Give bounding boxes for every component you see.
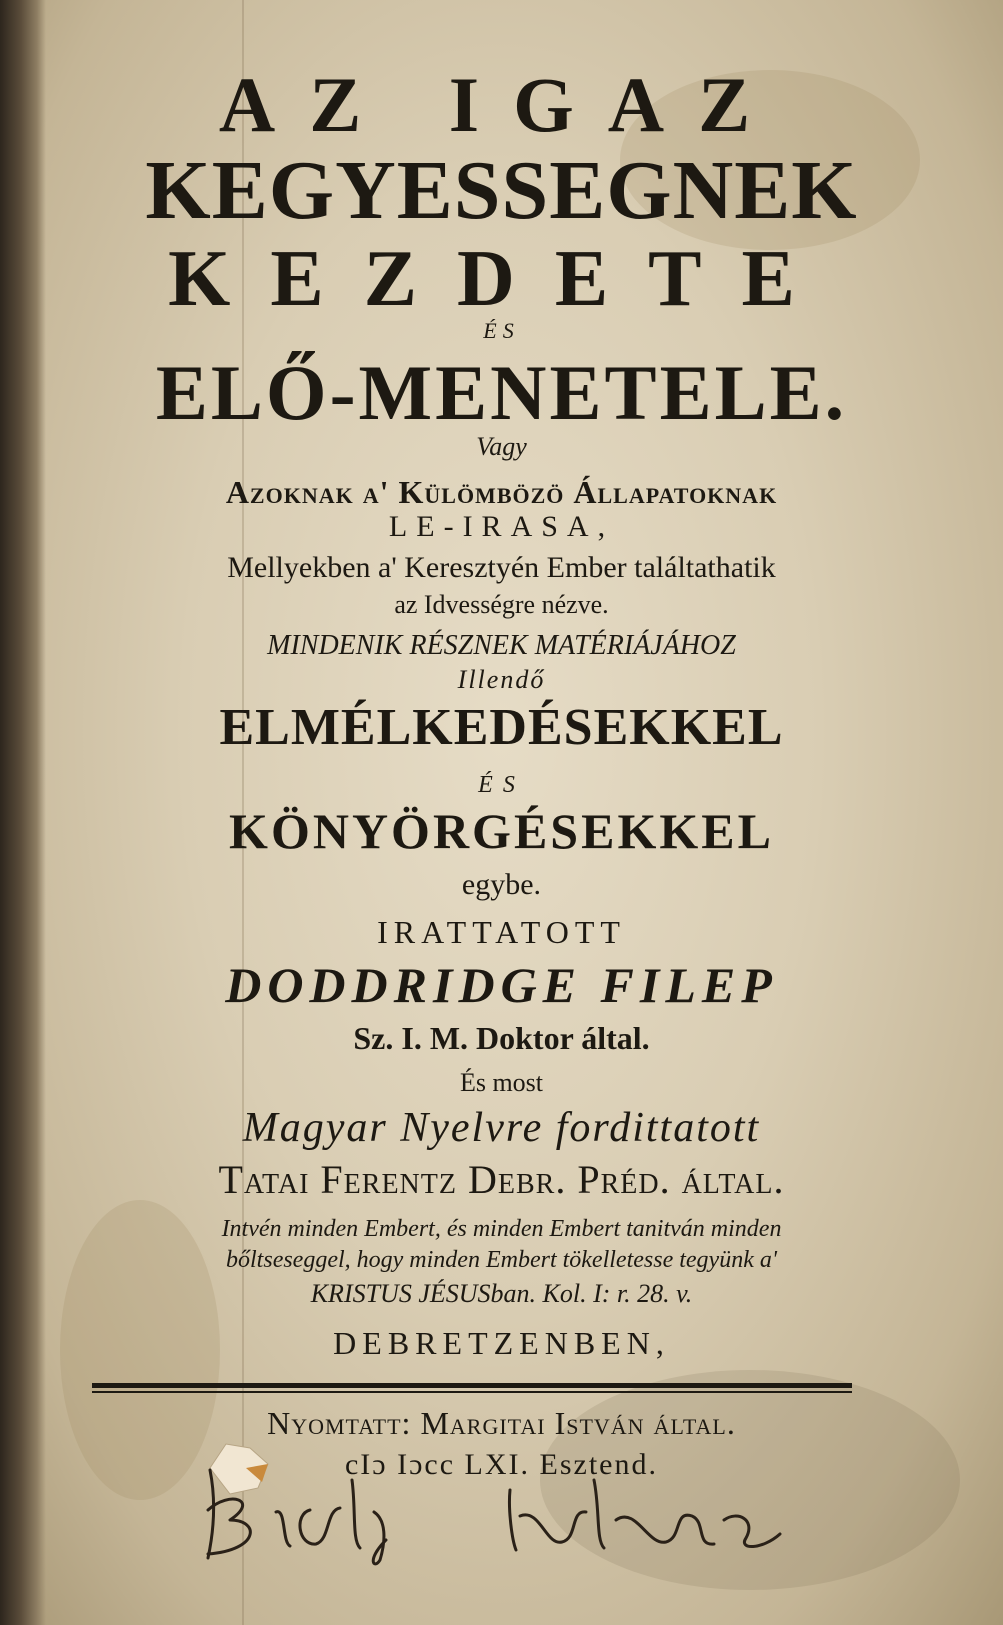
subtitle-line-9: egybe. <box>461 868 542 901</box>
conjunction-es-1: ÉS <box>483 318 520 343</box>
handwritten-signature <box>190 1450 830 1570</box>
subtitle-line-6: Illendő <box>457 665 546 694</box>
date-line: cIɔ Iɔcc LXI. Esztend. <box>344 1448 658 1481</box>
title-line-1: AZ IGAZ <box>218 61 785 148</box>
subtitle-line-8: KÖNYÖRGÉSEKKEL <box>229 803 774 859</box>
place-line: DEBRETZENBEN, <box>333 1325 670 1361</box>
subtitle-line-7: ELMÉLKEDÉSEKKEL <box>219 699 784 756</box>
thin-rule <box>92 1391 852 1393</box>
subtitle-line-2: LE-IRASA, <box>388 510 615 543</box>
subtitle-line-1: Azoknak a' Külömbözö Állapatoknak <box>225 474 778 510</box>
author-name: DODDRIDGE FILEP <box>225 957 778 1013</box>
subtitle-line-3: Mellyekben a' Keresztyén Ember találtathatik <box>227 551 776 584</box>
epigraph-line-2: bőltseseggel, hogy minden Embert tökelletesse tegyünk a' <box>226 1247 777 1273</box>
conjunction-es-2: ÉS <box>478 772 525 798</box>
thick-rule <box>92 1383 852 1388</box>
subtitle-line-5: MINDENIK RÉSZNEK MATÉRIÁJÁHOZ <box>267 630 736 661</box>
translator-line: Tatai Ferentz Debr. Préd. által. <box>218 1157 785 1202</box>
author-title: Sz. I. M. Doktor által. <box>353 1020 650 1056</box>
epigraph-line-3: KRISTUS JÉSUSban. Kol. I: r. 28. v. <box>310 1279 693 1308</box>
title-line-2: KEGYESSEGNEK <box>145 144 858 237</box>
author-intro: IRATTATOTT <box>377 914 626 950</box>
translation-line: Magyar Nyelvre fordittatott <box>242 1105 761 1151</box>
title-line-3: KEZDETE <box>168 235 835 323</box>
subtitle-line-4: az Idvességre nézve. <box>394 590 609 619</box>
printer-line: Nyomtatt: Margitai István által. <box>267 1405 736 1441</box>
vagy-text: Vagy <box>476 432 527 461</box>
epigraph-line-1: Intvén minden Embert, és minden Embert tanitván minden <box>221 1216 782 1242</box>
title-line-4: ELŐ-MENETELE. <box>155 349 848 436</box>
translation-intro: És most <box>459 1068 544 1097</box>
